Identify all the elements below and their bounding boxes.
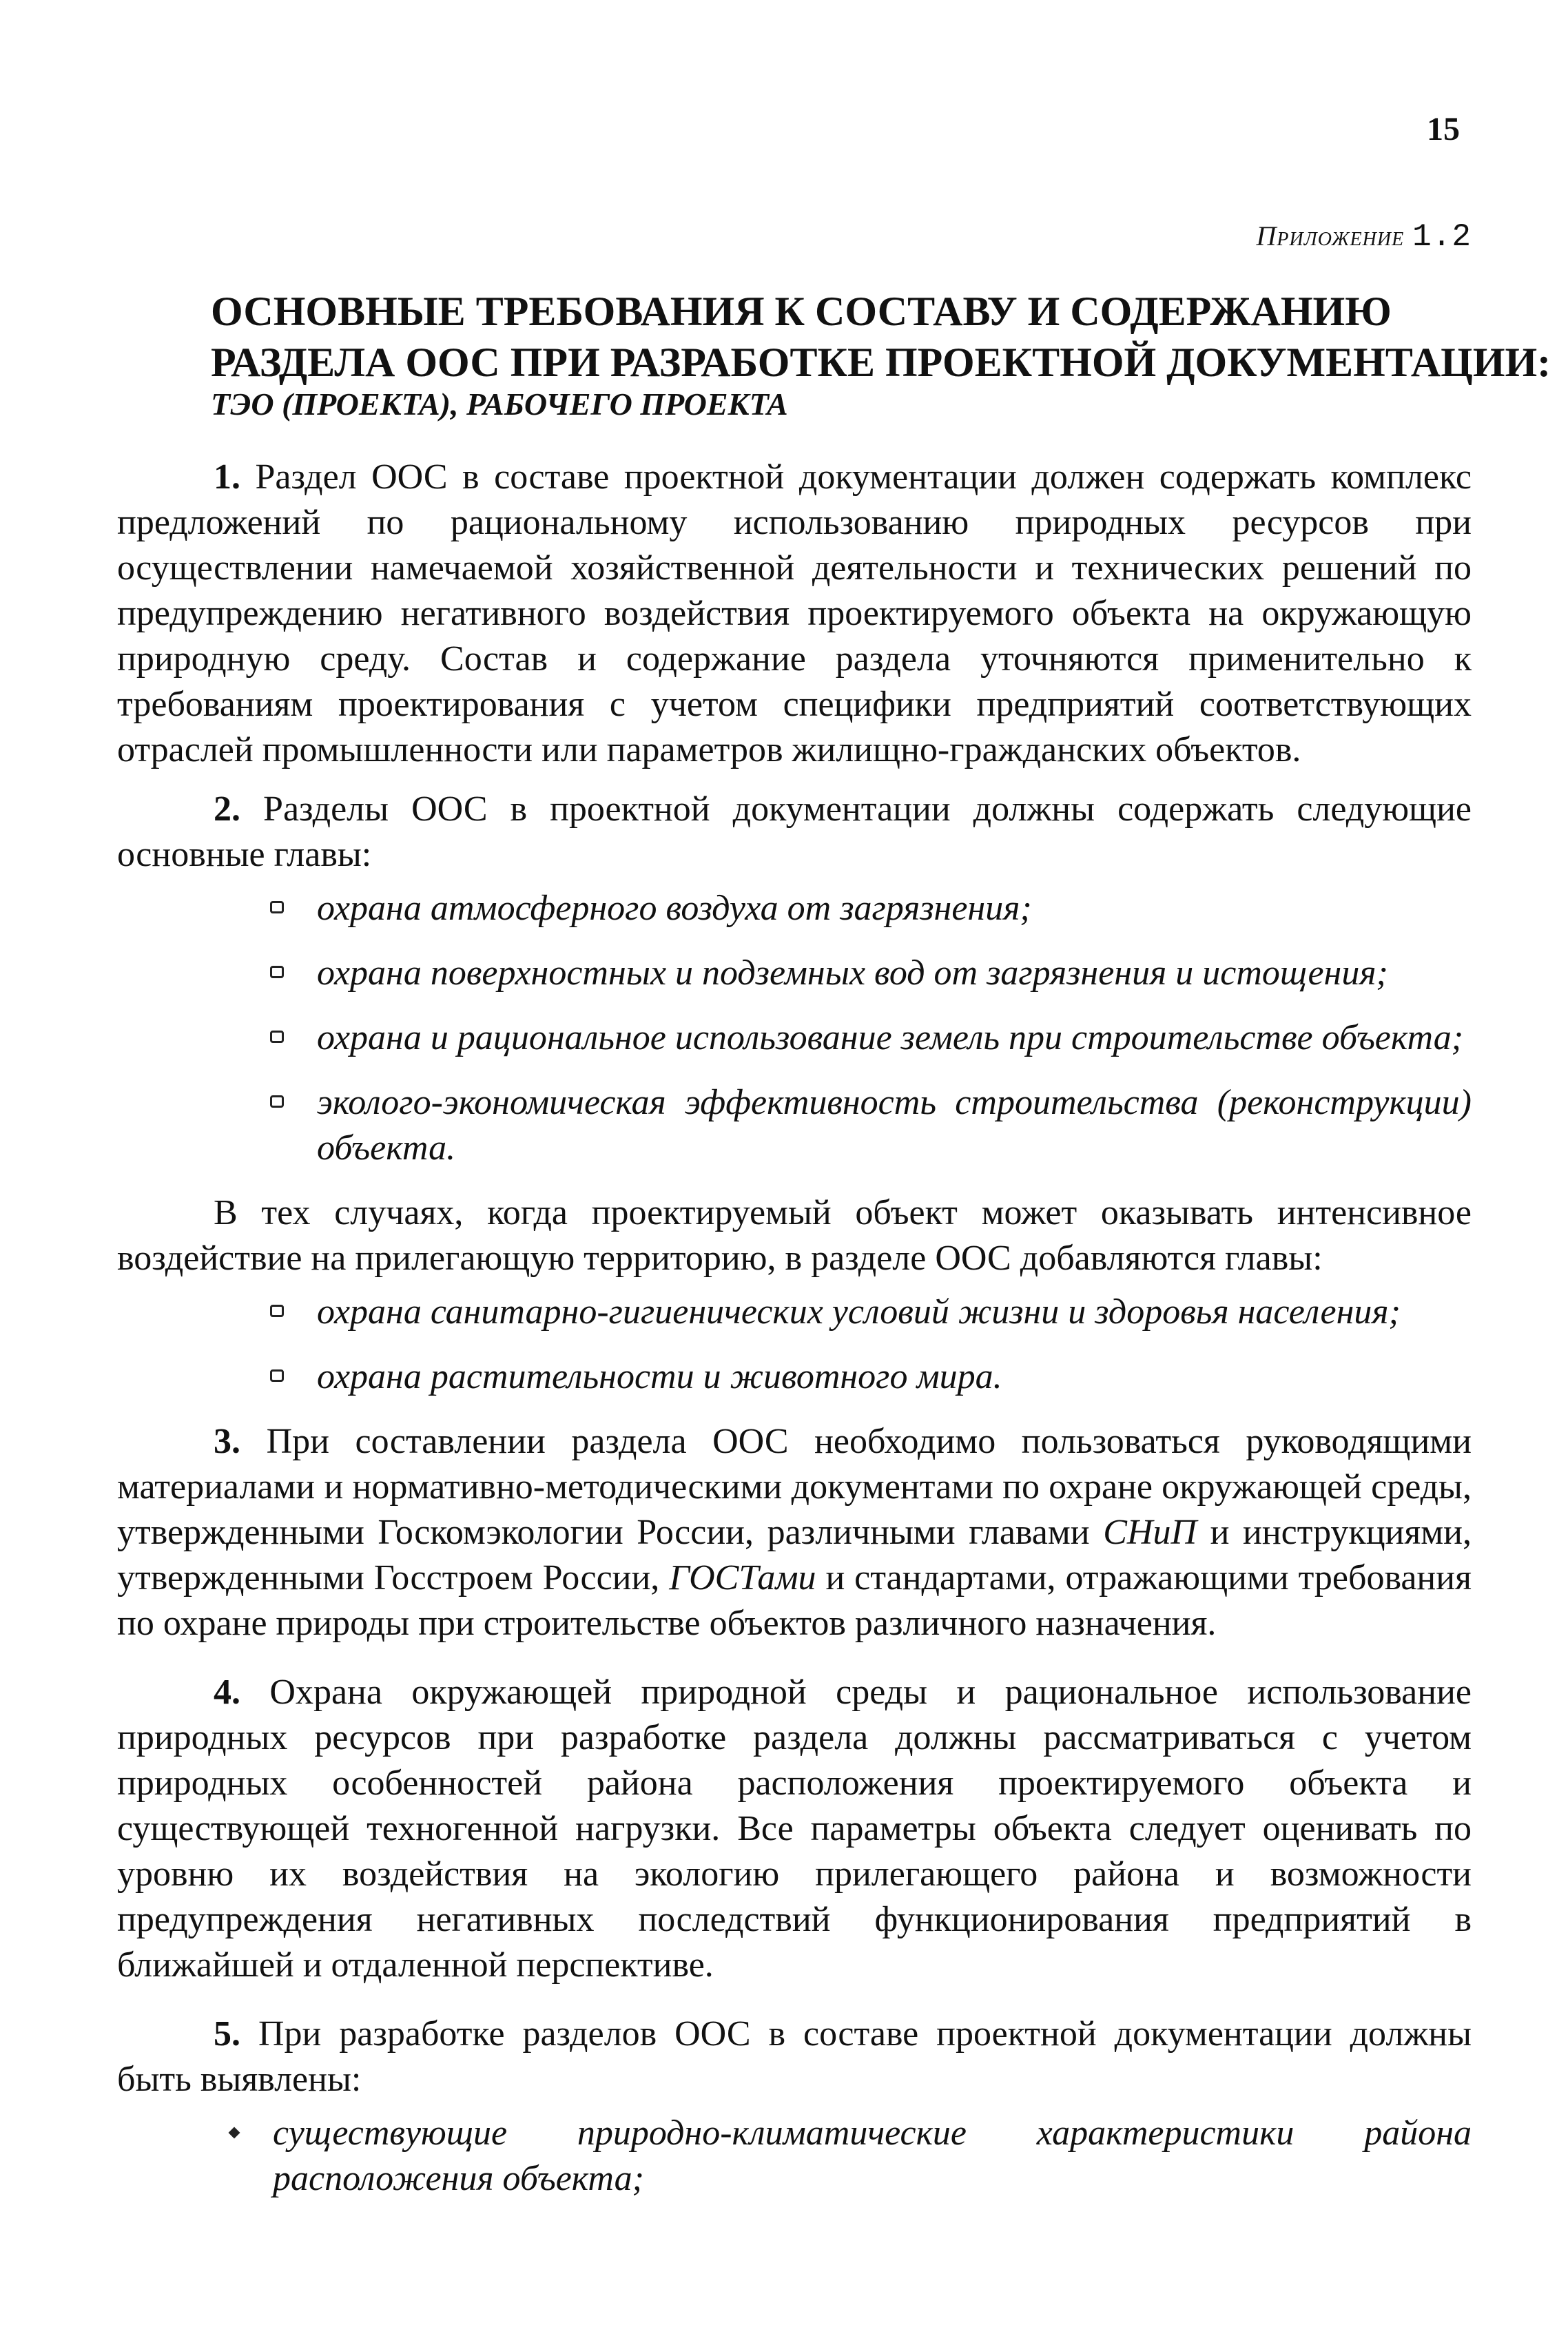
paragraph-text: Раздел ООС в составе проектной документации должен содержать комплекс предложений по рациональному использованию природных ресурсов при осуществлении намечаемой хозяйственной деятельности и технических решений по предупреждению негативного воздействия проектируемого объекта на окружающую природную среду. Состав и содержание раздела уточняются применительно к требованиям проектирования с учетом специфики предприятий соответствующих отраслей промышленности или параметров жилищно-гражданских объектов. [117, 457, 1472, 769]
appendix-label [1257, 216, 1472, 255]
paragraph-2-extra: В тех случаях, когда проектируемый объект может оказывать интенсивное воздействие на прилегающую территорию, в разделе ООС добавляются главы: [117, 1193, 1472, 1278]
paragraph-number: 2. [214, 789, 240, 829]
paragraph-text: При разработке разделов ООС в составе проектной документации должны быть выявлены: [117, 2014, 1472, 2099]
checkbox-bullet-icon [270, 1369, 284, 1382]
title-line-1: ОСНОВНЫЕ ТРЕБОВАНИЯ К СОСТАВУ И СОДЕРЖАНИЮ [211, 289, 1392, 334]
list-item: охрана и рациональное использование земель при строительстве объекта; [117, 1015, 1472, 1061]
paragraph-text: Охрана окружающей природной среды и рациональное использование природных ресурсов при разработке раздела должны рассматриваться с учетом природных особенностей района расположения проектируемого объекта и существующей техногенной нагрузки. Все параметры объекта следует оценивать по уровню их воздействия на экологию прилегающего района и возможности предупреждения негативных последствий функционирования предприятий в ближайшей и отдаленной перспективе. [117, 1673, 1472, 1985]
paragraph-2 [117, 787, 1472, 878]
checkbox-bullet-icon [270, 1031, 284, 1043]
paragraph-number: 4. [214, 1673, 240, 1712]
checkbox-bullet-icon [270, 1095, 284, 1108]
list-item: охрана растительности и животного мира. [117, 1354, 1472, 1400]
document-body [117, 455, 1472, 2221]
appendix-number: 1.2 [1412, 219, 1472, 255]
list-item: эколого-экономическая эффективность строительства (реконструкции) объекта. [117, 1080, 1472, 1171]
snip-reference: СНиП [1103, 1513, 1197, 1552]
list-item: охрана поверхностных и подземных вод от загрязнения и истощения; [117, 951, 1472, 996]
page-number: 15 [1427, 111, 1460, 147]
checkbox-bullet-icon [270, 966, 284, 978]
paragraph-number: 5. [214, 2014, 240, 2054]
list-item: охрана санитарно-гигиенических условий жизни и здоровья населения; [117, 1290, 1472, 1335]
chapters-list [117, 886, 1472, 1171]
paragraph-3: 3. При составлении раздела ООС необходимо пользоваться руководящими материалами и нормативно-методическими документами по охране окружающей среды, утвержденными Госкомэкологии России, различными главами СНиП и инструкциями, утвержденными Госстроем России, ГОСТами и стандартами, отражающими требования по охране природы при строительстве объектов различного назначения. [117, 1422, 1472, 1643]
paragraph-5 [117, 2011, 1472, 2102]
list-item: существующие природно-климатические характеристики района расположения объекта; [117, 2111, 1472, 2202]
extra-chapters-list [117, 1290, 1472, 1400]
document-title [211, 286, 1551, 388]
gost-reference: ГОСТами [669, 1558, 816, 1597]
paragraph-number: 1. [214, 457, 240, 497]
title-line-2: РАЗДЕЛА ООС ПРИ РАЗРАБОТКЕ ПРОЕКТНОЙ ДОКУМЕНТАЦИИ: [211, 340, 1551, 385]
paragraph-text: Разделы ООС в проектной документации должны содержать следующие основные главы: [117, 789, 1472, 874]
appendix-word: Приложение [1256, 220, 1405, 251]
paragraph-4 [117, 1670, 1472, 1988]
paragraph-1 [117, 455, 1472, 773]
paragraph-number: 3. [214, 1422, 240, 1461]
checkbox-bullet-icon [270, 901, 284, 913]
identified-list [117, 2111, 1472, 2202]
list-item: охрана атмосферного воздуха от загрязнения; [117, 886, 1472, 931]
checkbox-bullet-icon [270, 1305, 284, 1317]
document-subtitle: ТЭО (ПРОЕКТА), РАБОЧЕГО ПРОЕКТА [211, 386, 788, 422]
diamond-bullet-icon [229, 2127, 240, 2139]
